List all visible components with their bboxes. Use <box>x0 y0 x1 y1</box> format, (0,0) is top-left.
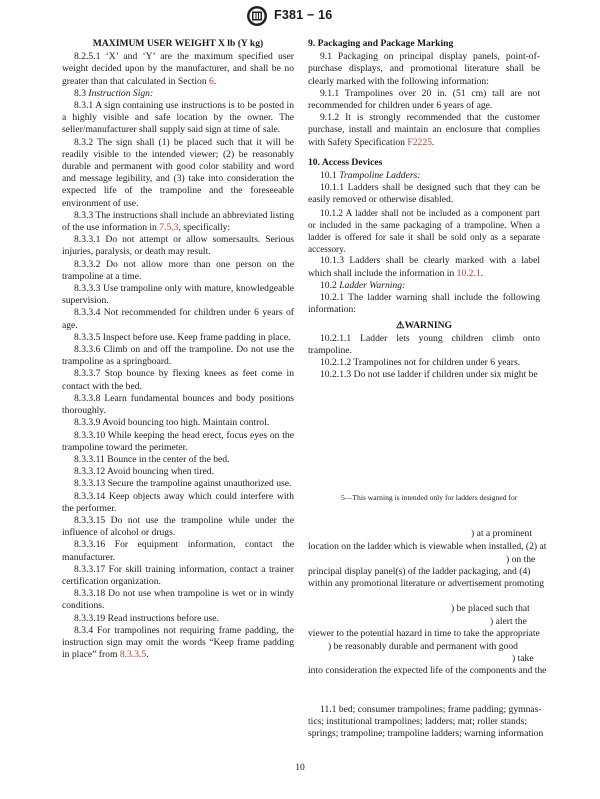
right-column <box>308 38 540 381</box>
list-item: 8.3.3.19 Read instructions before use. <box>74 612 219 624</box>
list-item: 8.3.3.3 Use trampoline only with mature, knowledgeable supervision. <box>62 283 294 307</box>
text-fragment: within any promotional literature or advertisement promoting <box>308 578 545 589</box>
text-fragment: location on the ladder which is viewable when installed, (2) at <box>308 541 547 552</box>
page-number: 10 <box>295 762 305 773</box>
subsection-10-1-title: 10.1 Trampoline Ladders: <box>320 170 421 182</box>
list-item: 8.3.3.5 Inspect before use. Keep frame padding in place. <box>74 331 291 343</box>
text-fragment: ) at a prominent <box>471 528 533 539</box>
list-item: 8.3.3.4 Not recommended for children under 6 years of age. <box>62 307 294 331</box>
keywords-line: tics; institutional trampolines; ladders; mat; roller stands; <box>308 716 528 727</box>
paragraph-8-3-2: 8.3.2 The sign shall (1) be placed such that it will be readily visible to the intended viewer; (2) be reasonably durable and permanent with good color stability and word and message legibility, and (3) take into consideration the expected life of the trampoline and the foreseeable environment of use. <box>62 136 294 209</box>
list-item: 8.3.3.10 While keeping the head erect, focus eyes on the trampoline toward the perimeter. <box>62 429 294 453</box>
text-fragment: into consideration the expected life of the components and the <box>308 665 547 676</box>
text-fragment: ) alert the <box>490 616 527 627</box>
warning-heading: ⚠WARNING <box>395 320 453 332</box>
section-link[interactable]: 10.2.1 <box>456 267 481 279</box>
paragraph-10-1-3: 10.1.3 Ladders shall be clearly marked with a label which shall include the information in 10.2.1. <box>308 255 540 279</box>
sign-heading: MAXIMUM USER WEIGHT X lb (Y kg) <box>92 38 264 49</box>
paragraph-8-3-4: 8.3.4 For trampolines not requiring frame padding, the instruction sign may omit the words “Keep frame padding in place” from 8.3.3.5. <box>62 624 294 661</box>
paragraph-10-2-1: 10.2.1 The ladder warning shall include the following information: <box>308 292 540 316</box>
paragraph-8-3-3: 8.3.3 The instructions shall include an abbreviated listing of the use information in 7.5.3, specifically: <box>62 209 294 234</box>
list-item: 8.3.3.11 Bounce in the center of the bed. <box>74 453 230 465</box>
warning-item: 10.2.1.3 Do not use ladder if children under six might be <box>320 369 538 381</box>
warning-item: 10.2.1.1 Ladder lets young children climb onto trampoline. <box>308 332 540 356</box>
paragraph-10-1-2: 10.1.2 A ladder shall not be included as a component part or included in the same packaging of a trampoline. When a ladder is offered for sale it shall be sold only as a separate accessory. <box>308 207 540 255</box>
warning-triangle-icon: ⚠ <box>395 320 405 332</box>
list-item: 8.3.3.13 Secure the trampoline against unauthorized use. <box>74 478 292 490</box>
astm-logo-icon <box>246 5 268 27</box>
paragraph-10-1-1: 10.1.1 Ladders shall be designed such that they can be easily removed or otherwise disabled. <box>308 182 540 206</box>
standard-link[interactable]: F2225 <box>407 136 432 148</box>
text-fragment: ) be reasonably durable and permanent with good <box>328 641 518 652</box>
list-item: 8.3.3.12 Avoid bouncing when tired. <box>74 466 214 478</box>
paragraph-9-1: 9.1 Packaging on principal display panels, point-of-purchase displays, and promotional literature shall be clearly marked with the following information: <box>308 51 540 87</box>
text-fragment: ) be placed such that <box>451 603 530 614</box>
text-fragment: ) on the <box>506 554 536 565</box>
section-10-heading: 10. Access Devices <box>308 156 383 168</box>
section-9-heading: 9. Packaging and Package Marking <box>308 38 454 49</box>
warning-item: 10.2.1.2 Trampolines not for children under 6 years. <box>320 357 521 369</box>
paragraph-9-1-2: 9.1.2 It is strongly recommended that the customer purchase, install and maintain an enclosure that complies with Safety Specification F2225. <box>308 112 540 148</box>
list-item: 8.3.3.15 Do not use the trampoline while under the influence of alcohol or drugs. <box>62 514 294 539</box>
paragraph-8-3-1: 8.3.1 A sign containing use instructions is to be posted in a highly visible and safe location by the owner. The seller/manufacturer shall supply said sign at time of sale. <box>62 100 294 136</box>
list-item: 8.3.3.16 For equipment information, contact the manufacturer. <box>62 539 294 563</box>
list-item: 8.3.3.6 Climb on and off the trampoline. Do not use the trampoline as a springboard. <box>62 344 294 368</box>
document-designation: F381 − 16 <box>274 8 333 22</box>
list-item: 8.3.3.7 Stop bounce by flexing knees as feet come in contact with the bed. <box>62 368 294 392</box>
text-fragment: viewer to the potential hazard in time to take the appropriate <box>308 628 540 639</box>
paragraph-8-2-5-1: 8.2.5.1 ‘X’ and ‘Y’ are the maximum specified user weight decided upon by the manufacturer, and shall be no greater than that calculated in Section 6. <box>62 51 294 87</box>
text-fragment: ) take <box>512 653 534 664</box>
list-item: 8.3.3.2 Do not allow more than one person on the trampoline at a time. <box>62 258 294 282</box>
subsection-10-2-title: 10.2 Ladder Warning: <box>320 279 406 291</box>
subsection-8-3-title: 8.3 Instruction Sign: <box>74 87 154 99</box>
section-link[interactable]: 8.3.3.5 <box>119 649 147 661</box>
section-link[interactable]: 7.5.3 <box>159 222 179 234</box>
section-link[interactable]: 6 <box>209 75 214 87</box>
list-item: 8.3.3.18 Do not use when trampoline is wet or in windy conditions. <box>62 588 294 612</box>
keywords-line: springs; trampoline; trampoline ladders; warning information <box>308 728 544 739</box>
keywords-line: 11.1 bed; consumer trampolines; frame padding; gymnas- <box>320 704 542 715</box>
paragraph-9-1-1: 9.1.1 Trampolines over 20 in. (51 cm) tall are not recommended for children under 6 years of age. <box>308 87 540 112</box>
list-item: 8.3.3.1 Do not attempt or allow somersaults. Serious injuries, paralysis, or death may result. <box>62 234 294 258</box>
footnote-5: 5—This warning is intended only for ladders designed for <box>341 493 518 502</box>
list-item: 8.3.3.14 Keep objects away which could interfere with the performer. <box>62 490 294 514</box>
list-item: 8.3.3.8 Learn fundamental bounces and body positions thoroughly. <box>62 392 294 417</box>
left-column <box>62 38 294 661</box>
text-fragment: principal display panel(s) of the ladder packaging, and (4) <box>308 566 531 577</box>
list-item: 8.3.3.17 For skill training information, contact a trainer certification organization. <box>62 563 294 587</box>
list-item: 8.3.3.9 Avoid bouncing too high. Maintain control. <box>74 417 270 429</box>
